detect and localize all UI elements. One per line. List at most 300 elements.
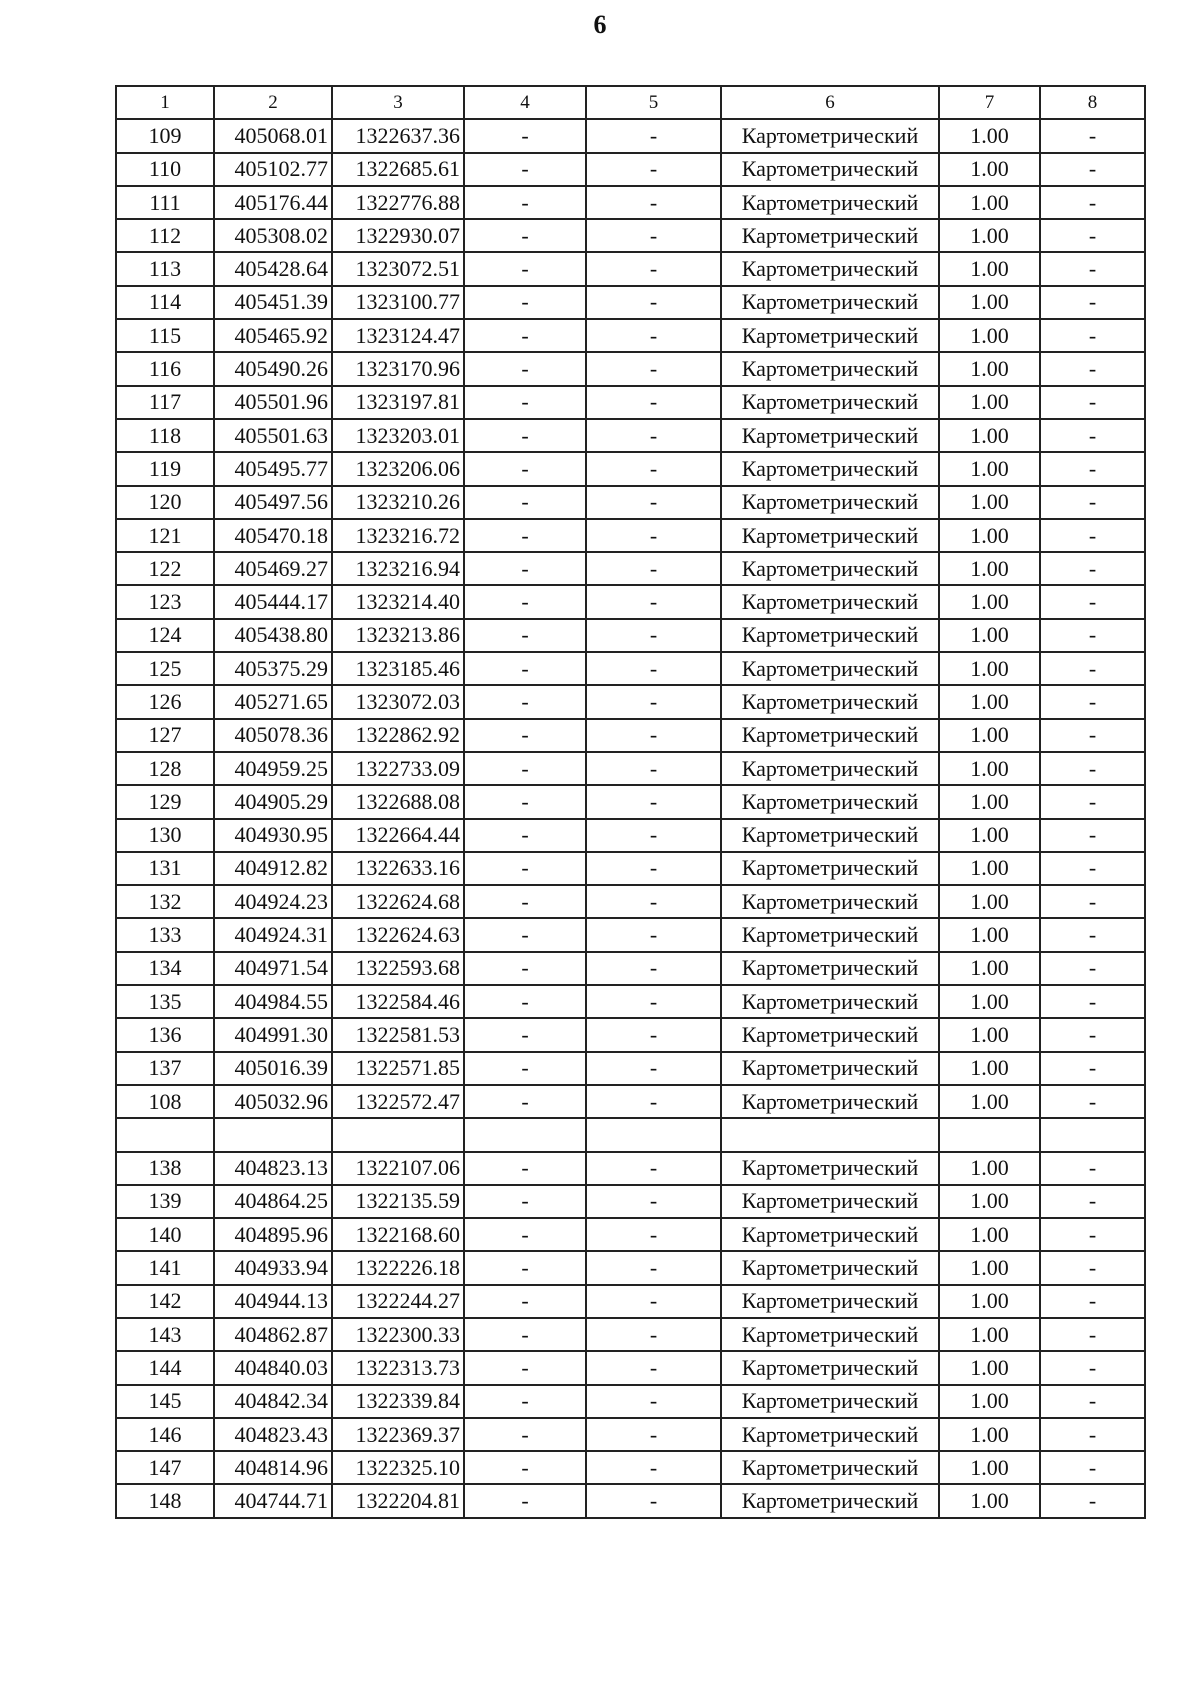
table-cell: 1.00 — [939, 1451, 1040, 1484]
table-cell: - — [464, 652, 586, 685]
table-cell: 140 — [116, 1218, 214, 1251]
table-cell: 1323072.51 — [332, 252, 464, 285]
table-cell: - — [1040, 585, 1145, 618]
table-cell: Картометрический — [721, 1318, 939, 1351]
table-cell: 1.00 — [939, 652, 1040, 685]
table-cell: - — [464, 619, 586, 652]
table-cell: 405495.77 — [214, 452, 332, 485]
table-cell: 1.00 — [939, 985, 1040, 1018]
table-cell — [586, 1118, 721, 1151]
table-cell: - — [464, 119, 586, 152]
table-row — [116, 1052, 1145, 1085]
table-cell: 129 — [116, 785, 214, 818]
table-cell: Картометрический — [721, 1085, 939, 1118]
table-header-cell: 4 — [464, 86, 586, 119]
table-cell: - — [464, 1351, 586, 1384]
table-body — [116, 86, 1145, 1518]
table-cell: - — [1040, 286, 1145, 319]
table-row — [116, 1118, 1145, 1151]
table-cell: 1.00 — [939, 419, 1040, 452]
table-cell: 138 — [116, 1152, 214, 1185]
table-cell: - — [586, 286, 721, 319]
table-cell: 404744.71 — [214, 1484, 332, 1517]
table-cell: - — [586, 186, 721, 219]
table-cell: Картометрический — [721, 1185, 939, 1218]
table-cell: 137 — [116, 1052, 214, 1085]
table-cell: 405078.36 — [214, 719, 332, 752]
table-header-cell: 8 — [1040, 86, 1145, 119]
table-cell: - — [1040, 452, 1145, 485]
table-cell: - — [586, 819, 721, 852]
table-cell: 132 — [116, 885, 214, 918]
table-row — [116, 252, 1145, 285]
table-cell: - — [464, 1152, 586, 1185]
table-cell: 1322369.37 — [332, 1418, 464, 1451]
table-row — [116, 1085, 1145, 1118]
table-cell: 405465.92 — [214, 319, 332, 352]
table-cell: 142 — [116, 1285, 214, 1318]
table-cell: - — [586, 153, 721, 186]
table-cell: 1.00 — [939, 1318, 1040, 1351]
table-header-cell: 1 — [116, 86, 214, 119]
table-cell: - — [1040, 1318, 1145, 1351]
table-cell — [721, 1118, 939, 1151]
table-cell: Картометрический — [721, 1351, 939, 1384]
table-cell: 1323206.06 — [332, 452, 464, 485]
table-cell: 404984.55 — [214, 985, 332, 1018]
table-row — [116, 1152, 1145, 1185]
table-cell: - — [464, 819, 586, 852]
table-cell: - — [464, 252, 586, 285]
table-cell: 124 — [116, 619, 214, 652]
table-cell: - — [464, 1218, 586, 1251]
table-cell: 1.00 — [939, 1218, 1040, 1251]
table-cell: 110 — [116, 153, 214, 186]
table-cell: - — [586, 1351, 721, 1384]
table-cell: - — [1040, 1484, 1145, 1517]
table-row — [116, 286, 1145, 319]
table-cell: - — [586, 1185, 721, 1218]
table-cell: 131 — [116, 852, 214, 885]
table-cell: - — [464, 785, 586, 818]
table-cell: - — [586, 985, 721, 1018]
table-header-cell: 2 — [214, 86, 332, 119]
table-cell: 404840.03 — [214, 1351, 332, 1384]
table-cell: - — [586, 1218, 721, 1251]
table-cell: 404895.96 — [214, 1218, 332, 1251]
table-cell: 404924.23 — [214, 885, 332, 918]
table-cell: - — [586, 1052, 721, 1085]
table-cell: 111 — [116, 186, 214, 219]
table-cell: - — [586, 1451, 721, 1484]
table-cell: 1322581.53 — [332, 1018, 464, 1051]
table-cell: 1323210.26 — [332, 486, 464, 519]
table-cell: - — [1040, 486, 1145, 519]
table-cell: 1323216.72 — [332, 519, 464, 552]
table-cell: 1322688.08 — [332, 785, 464, 818]
table-cell: Картометрический — [721, 785, 939, 818]
table-header-cell: 7 — [939, 86, 1040, 119]
table-row — [116, 119, 1145, 152]
table-cell: - — [464, 985, 586, 1018]
table-cell: Картометрический — [721, 519, 939, 552]
table-cell: - — [464, 1484, 586, 1517]
table-cell: - — [1040, 1085, 1145, 1118]
table-row — [116, 386, 1145, 419]
table-cell: - — [1040, 552, 1145, 585]
table-cell: - — [464, 552, 586, 585]
table-cell: 404924.31 — [214, 918, 332, 951]
table-cell: 1322624.63 — [332, 918, 464, 951]
table-cell — [1040, 1118, 1145, 1151]
table-cell: - — [1040, 1185, 1145, 1218]
table-cell: 121 — [116, 519, 214, 552]
table-cell: 1322685.61 — [332, 153, 464, 186]
table-cell: - — [464, 1285, 586, 1318]
table-cell: 1.00 — [939, 852, 1040, 885]
table-cell: 1323124.47 — [332, 319, 464, 352]
table-row — [116, 819, 1145, 852]
table-cell: - — [1040, 619, 1145, 652]
table-cell: 1.00 — [939, 319, 1040, 352]
table-cell: 1322313.73 — [332, 1351, 464, 1384]
table-cell: Картометрический — [721, 286, 939, 319]
table-cell: Картометрический — [721, 419, 939, 452]
table-cell: - — [464, 452, 586, 485]
table-cell: Картометрический — [721, 985, 939, 1018]
table-cell: 139 — [116, 1185, 214, 1218]
table-cell: Картометрический — [721, 1285, 939, 1318]
table-cell — [332, 1118, 464, 1151]
table-cell: 1322664.44 — [332, 819, 464, 852]
table-cell: - — [464, 1318, 586, 1351]
table-cell: 1323170.96 — [332, 352, 464, 385]
table-cell: 1.00 — [939, 486, 1040, 519]
table-cell: 405490.26 — [214, 352, 332, 385]
table-cell: 143 — [116, 1318, 214, 1351]
table-cell: 1323072.03 — [332, 685, 464, 718]
table-cell: Картометрический — [721, 719, 939, 752]
table-cell: 1322862.92 — [332, 719, 464, 752]
table-cell: 1322571.85 — [332, 1052, 464, 1085]
table-row — [116, 419, 1145, 452]
table-cell: 1.00 — [939, 1251, 1040, 1284]
table-cell: 145 — [116, 1385, 214, 1418]
table-row — [116, 519, 1145, 552]
table-cell: - — [464, 1018, 586, 1051]
table-cell: 1.00 — [939, 452, 1040, 485]
table-cell: 1.00 — [939, 885, 1040, 918]
table-cell: - — [586, 1418, 721, 1451]
table-cell: 1.00 — [939, 519, 1040, 552]
table-cell: Картометрический — [721, 1385, 939, 1418]
table-cell: - — [586, 685, 721, 718]
table-row — [116, 685, 1145, 718]
table-header-cell: 5 — [586, 86, 721, 119]
table-cell: 405176.44 — [214, 186, 332, 219]
table-cell: - — [464, 1385, 586, 1418]
table-cell: 404823.13 — [214, 1152, 332, 1185]
table-cell: 123 — [116, 585, 214, 618]
table-cell: 146 — [116, 1418, 214, 1451]
table-cell: 128 — [116, 752, 214, 785]
table-cell: 1.00 — [939, 386, 1040, 419]
table-cell: 404944.13 — [214, 1285, 332, 1318]
table-cell: - — [1040, 685, 1145, 718]
table-cell: - — [464, 918, 586, 951]
table-cell: - — [1040, 1218, 1145, 1251]
table-cell: - — [464, 319, 586, 352]
table-cell: Картометрический — [721, 1451, 939, 1484]
table-cell: - — [586, 1285, 721, 1318]
table-cell: 404814.96 — [214, 1451, 332, 1484]
table-cell: 404912.82 — [214, 852, 332, 885]
table-cell: 1322633.16 — [332, 852, 464, 885]
table-cell: - — [586, 386, 721, 419]
table-cell: - — [586, 519, 721, 552]
table-cell: 1.00 — [939, 1085, 1040, 1118]
table-cell: Картометрический — [721, 819, 939, 852]
table-cell: - — [1040, 652, 1145, 685]
table-header-cell: 6 — [721, 86, 939, 119]
table-cell: - — [586, 219, 721, 252]
table-cell: 136 — [116, 1018, 214, 1051]
table-row — [116, 219, 1145, 252]
table-cell: 114 — [116, 286, 214, 319]
table-cell: 112 — [116, 219, 214, 252]
table-cell: 405102.77 — [214, 153, 332, 186]
table-cell: - — [1040, 1351, 1145, 1384]
table-cell: Картометрический — [721, 119, 939, 152]
table-cell: - — [464, 685, 586, 718]
table-cell: - — [464, 286, 586, 319]
table-cell: - — [586, 852, 721, 885]
table-row — [116, 1385, 1145, 1418]
table-cell: 1.00 — [939, 1385, 1040, 1418]
table-cell: - — [586, 1484, 721, 1517]
table-cell: 1323197.81 — [332, 386, 464, 419]
table-cell: 116 — [116, 352, 214, 385]
table-cell: 1322572.47 — [332, 1085, 464, 1118]
table-cell: - — [1040, 1052, 1145, 1085]
table-cell: 1322637.36 — [332, 119, 464, 152]
table-cell: 1322339.84 — [332, 1385, 464, 1418]
table-cell: Картометрический — [721, 319, 939, 352]
table-cell: 405451.39 — [214, 286, 332, 319]
table-cell: Картометрический — [721, 153, 939, 186]
table-cell: 1.00 — [939, 1418, 1040, 1451]
table-cell: 1.00 — [939, 286, 1040, 319]
table-cell: - — [464, 1418, 586, 1451]
table-cell: - — [586, 419, 721, 452]
table-cell: Картометрический — [721, 918, 939, 951]
table-cell: - — [586, 486, 721, 519]
table-cell: - — [586, 652, 721, 685]
table-header-row — [116, 86, 1145, 119]
table-row — [116, 486, 1145, 519]
table-cell: 405271.65 — [214, 685, 332, 718]
table-cell: - — [1040, 752, 1145, 785]
table-cell: - — [1040, 419, 1145, 452]
table-cell: 125 — [116, 652, 214, 685]
table-cell: Картометрический — [721, 685, 939, 718]
table-cell: 1.00 — [939, 552, 1040, 585]
table-cell: - — [1040, 1285, 1145, 1318]
table-cell: 148 — [116, 1484, 214, 1517]
table-cell: - — [1040, 952, 1145, 985]
table-cell: - — [464, 1185, 586, 1218]
table-cell: 1.00 — [939, 1152, 1040, 1185]
table-cell: 405501.63 — [214, 419, 332, 452]
table-cell: - — [586, 918, 721, 951]
table-cell: Картометрический — [721, 1418, 939, 1451]
table-cell: 1.00 — [939, 1351, 1040, 1384]
table-cell: - — [1040, 719, 1145, 752]
table-cell: - — [464, 352, 586, 385]
table-cell: 405497.56 — [214, 486, 332, 519]
table-cell: 1.00 — [939, 1484, 1040, 1517]
table-cell: - — [464, 585, 586, 618]
table-cell: 1323213.86 — [332, 619, 464, 652]
table-cell: 1.00 — [939, 352, 1040, 385]
table-row — [116, 885, 1145, 918]
table-row — [116, 1318, 1145, 1351]
table-cell: Картометрический — [721, 1218, 939, 1251]
table-cell: 1322135.59 — [332, 1185, 464, 1218]
table-cell: 405438.80 — [214, 619, 332, 652]
table-cell: 1322930.07 — [332, 219, 464, 252]
table-cell: 130 — [116, 819, 214, 852]
table-cell: - — [464, 852, 586, 885]
table-cell: - — [464, 486, 586, 519]
table-cell: - — [1040, 519, 1145, 552]
table-row — [116, 652, 1145, 685]
table-cell — [214, 1118, 332, 1151]
table-cell: 122 — [116, 552, 214, 585]
table-cell: 1.00 — [939, 619, 1040, 652]
table-cell: Картометрический — [721, 652, 939, 685]
table-cell: - — [586, 252, 721, 285]
table-cell: 404933.94 — [214, 1251, 332, 1284]
table-row — [116, 719, 1145, 752]
table-row — [116, 552, 1145, 585]
table-cell: - — [586, 952, 721, 985]
table-row — [116, 585, 1145, 618]
table-cell: 1.00 — [939, 918, 1040, 951]
table-cell: Картометрический — [721, 1152, 939, 1185]
table-cell: - — [1040, 219, 1145, 252]
table-cell: - — [1040, 352, 1145, 385]
table-cell: Картометрический — [721, 752, 939, 785]
table-cell: 404971.54 — [214, 952, 332, 985]
table-cell: 1322733.09 — [332, 752, 464, 785]
table-cell: Картометрический — [721, 452, 939, 485]
table-cell: - — [1040, 1018, 1145, 1051]
table-cell — [939, 1118, 1040, 1151]
table-cell: 404991.30 — [214, 1018, 332, 1051]
table-cell: 1322300.33 — [332, 1318, 464, 1351]
table-cell: Картометрический — [721, 1052, 939, 1085]
table-cell: Картометрический — [721, 219, 939, 252]
table-cell: 119 — [116, 452, 214, 485]
table-cell: - — [464, 153, 586, 186]
table-cell: 404842.34 — [214, 1385, 332, 1418]
table-cell: - — [586, 119, 721, 152]
table-cell: - — [1040, 319, 1145, 352]
table-cell: 404864.25 — [214, 1185, 332, 1218]
table-cell: - — [1040, 885, 1145, 918]
table-cell: 405469.27 — [214, 552, 332, 585]
table-cell — [464, 1118, 586, 1151]
table-cell: - — [586, 1318, 721, 1351]
table-row — [116, 319, 1145, 352]
table-cell: Картометрический — [721, 386, 939, 419]
table-row — [116, 452, 1145, 485]
table-row — [116, 153, 1145, 186]
table-cell: - — [586, 352, 721, 385]
table-cell: - — [586, 1251, 721, 1284]
table-cell: 404862.87 — [214, 1318, 332, 1351]
table-cell: - — [464, 386, 586, 419]
table-cell: 405470.18 — [214, 519, 332, 552]
table-cell: - — [586, 552, 721, 585]
table-cell: 1.00 — [939, 819, 1040, 852]
table-cell: 108 — [116, 1085, 214, 1118]
table-cell: Картометрический — [721, 952, 939, 985]
table-cell: - — [1040, 985, 1145, 1018]
table-cell: 1322168.60 — [332, 1218, 464, 1251]
table-cell: - — [1040, 252, 1145, 285]
table-cell: 120 — [116, 486, 214, 519]
table-cell: Картометрический — [721, 352, 939, 385]
table-cell: 1322593.68 — [332, 952, 464, 985]
table-cell: 1.00 — [939, 153, 1040, 186]
table-cell: 109 — [116, 119, 214, 152]
table-cell: 1322226.18 — [332, 1251, 464, 1284]
table-cell: - — [586, 319, 721, 352]
table-cell: 1.00 — [939, 1018, 1040, 1051]
table-cell: 126 — [116, 685, 214, 718]
table-cell: 134 — [116, 952, 214, 985]
table-cell: - — [586, 885, 721, 918]
table-cell: - — [464, 519, 586, 552]
table-row — [116, 619, 1145, 652]
table-cell: 1323214.40 — [332, 585, 464, 618]
table-cell: - — [464, 219, 586, 252]
table-cell: 1323185.46 — [332, 652, 464, 685]
table-cell: 1.00 — [939, 1052, 1040, 1085]
table-cell: 1.00 — [939, 752, 1040, 785]
table-cell: 1323100.77 — [332, 286, 464, 319]
table-cell: - — [1040, 819, 1145, 852]
table-cell: - — [586, 719, 721, 752]
table-cell: - — [586, 785, 721, 818]
table-cell — [116, 1118, 214, 1151]
table-row — [116, 1251, 1145, 1284]
table-cell: - — [1040, 1385, 1145, 1418]
table-cell: - — [1040, 918, 1145, 951]
table-cell: 1.00 — [939, 219, 1040, 252]
table-cell: 404959.25 — [214, 752, 332, 785]
table-cell: 1322325.10 — [332, 1451, 464, 1484]
table-cell: - — [1040, 1451, 1145, 1484]
table-cell: 1.00 — [939, 252, 1040, 285]
table-cell: 133 — [116, 918, 214, 951]
table-cell: 405375.29 — [214, 652, 332, 685]
table-cell: 1.00 — [939, 119, 1040, 152]
table-cell: - — [586, 585, 721, 618]
table-cell: 141 — [116, 1251, 214, 1284]
